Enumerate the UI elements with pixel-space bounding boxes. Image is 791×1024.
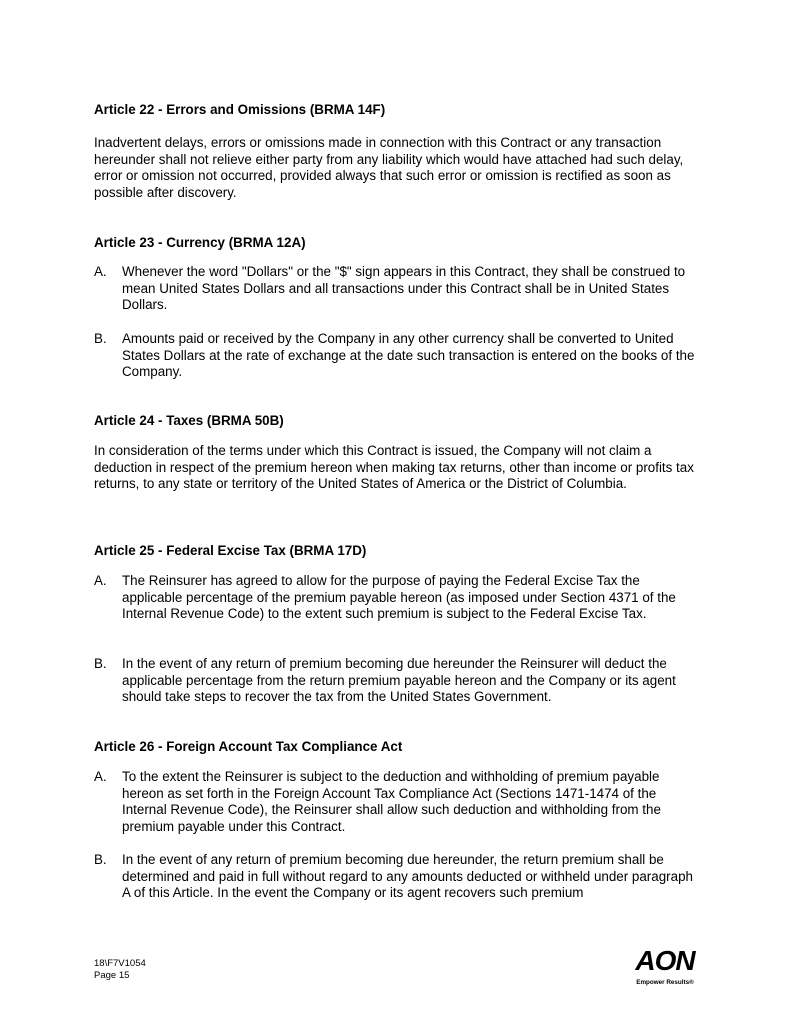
article-23-heading: Article 23 - Currency (BRMA 12A) bbox=[94, 235, 306, 250]
item-label: B. bbox=[94, 852, 107, 867]
item-label: A. bbox=[94, 264, 107, 279]
item-text: To the extent the Reinsurer is subject to the deduction and withholding of premium payable hereon as set forth in the Foreign Account Tax Compliance Act (Sections 1471-1474 of the Internal Revenue Code), the Reinsurer shall allow such deduction and withholding from the premium payable under this Contract. bbox=[122, 769, 661, 834]
article-25-item-b bbox=[94, 656, 698, 706]
aon-logo bbox=[630, 943, 700, 989]
item-label: A. bbox=[94, 769, 107, 784]
item-text: The Reinsurer has agreed to allow for the purpose of paying the Federal Excise Tax the applicable percentage of the premium payable hereon (as imposed under Section 4371 of the Internal Revenue Code) to the extent such premium is subject to the Federal Excise Tax. bbox=[122, 573, 676, 621]
article-26-item-b bbox=[94, 852, 698, 902]
article-26-heading: Article 26 - Foreign Account Tax Compliance Act bbox=[94, 739, 403, 754]
page-footer bbox=[94, 958, 146, 981]
logo-tagline: Empower Results® bbox=[636, 979, 694, 986]
item-label: B. bbox=[94, 656, 107, 671]
item-label: B. bbox=[94, 331, 107, 346]
item-text: Whenever the word "Dollars" or the "$" sign appears in this Contract, they shall be construed to mean United States Dollars and all transactions under this Contract shall be in United States Dollars. bbox=[122, 264, 686, 312]
article-25-heading: Article 25 - Federal Excise Tax (BRMA 17D) bbox=[94, 543, 367, 558]
article-23-item-a bbox=[94, 264, 698, 314]
article-24-heading: Article 24 - Taxes (BRMA 50B) bbox=[94, 413, 284, 428]
item-label: A. bbox=[94, 573, 107, 588]
page-number: Page 15 bbox=[94, 969, 130, 981]
article-25-item-a bbox=[94, 573, 698, 623]
document-id: 18\F7V1054 bbox=[94, 958, 146, 969]
article-22-heading: Article 22 - Errors and Omissions (BRMA 14F) bbox=[94, 102, 386, 117]
article-22-text: Inadvertent delays, errors or omissions made in connection with this Contract or any transaction hereunder shall not relieve either party from any liability which would have attached had such delay, error or omission not occurred, provided always that such error or omission is rectified as soon as possible after discovery. bbox=[94, 135, 684, 200]
article-24-text: In consideration of the terms under which this Contract is issued, the Company will not claim a deduction in respect of the premium hereon when making tax returns, other than income or profits tax returns, to any state or territory of the United States of America or the District of Columbia. bbox=[94, 443, 694, 491]
logo-brand-text: AON bbox=[635, 945, 695, 976]
article-23-item-b bbox=[94, 331, 698, 381]
article-26-item-a bbox=[94, 769, 698, 835]
item-text: In the event of any return of premium becoming due hereunder the Reinsurer will deduct the applicable percentage from the return premium payable hereon and the Company or its agent should take steps to recover the tax from the United States Government. bbox=[122, 656, 676, 704]
item-text: In the event of any return of premium becoming due hereunder, the return premium shall be determined and paid in full without regard to any amounts deducted or withheld under paragraph A of this Article. In the event the Company or its agent recovers such premium bbox=[122, 852, 693, 900]
item-text: Amounts paid or received by the Company in any other currency shall be converted to United States Dollars at the rate of exchange at the date such transaction is entered on the books of the Company. bbox=[122, 331, 695, 379]
